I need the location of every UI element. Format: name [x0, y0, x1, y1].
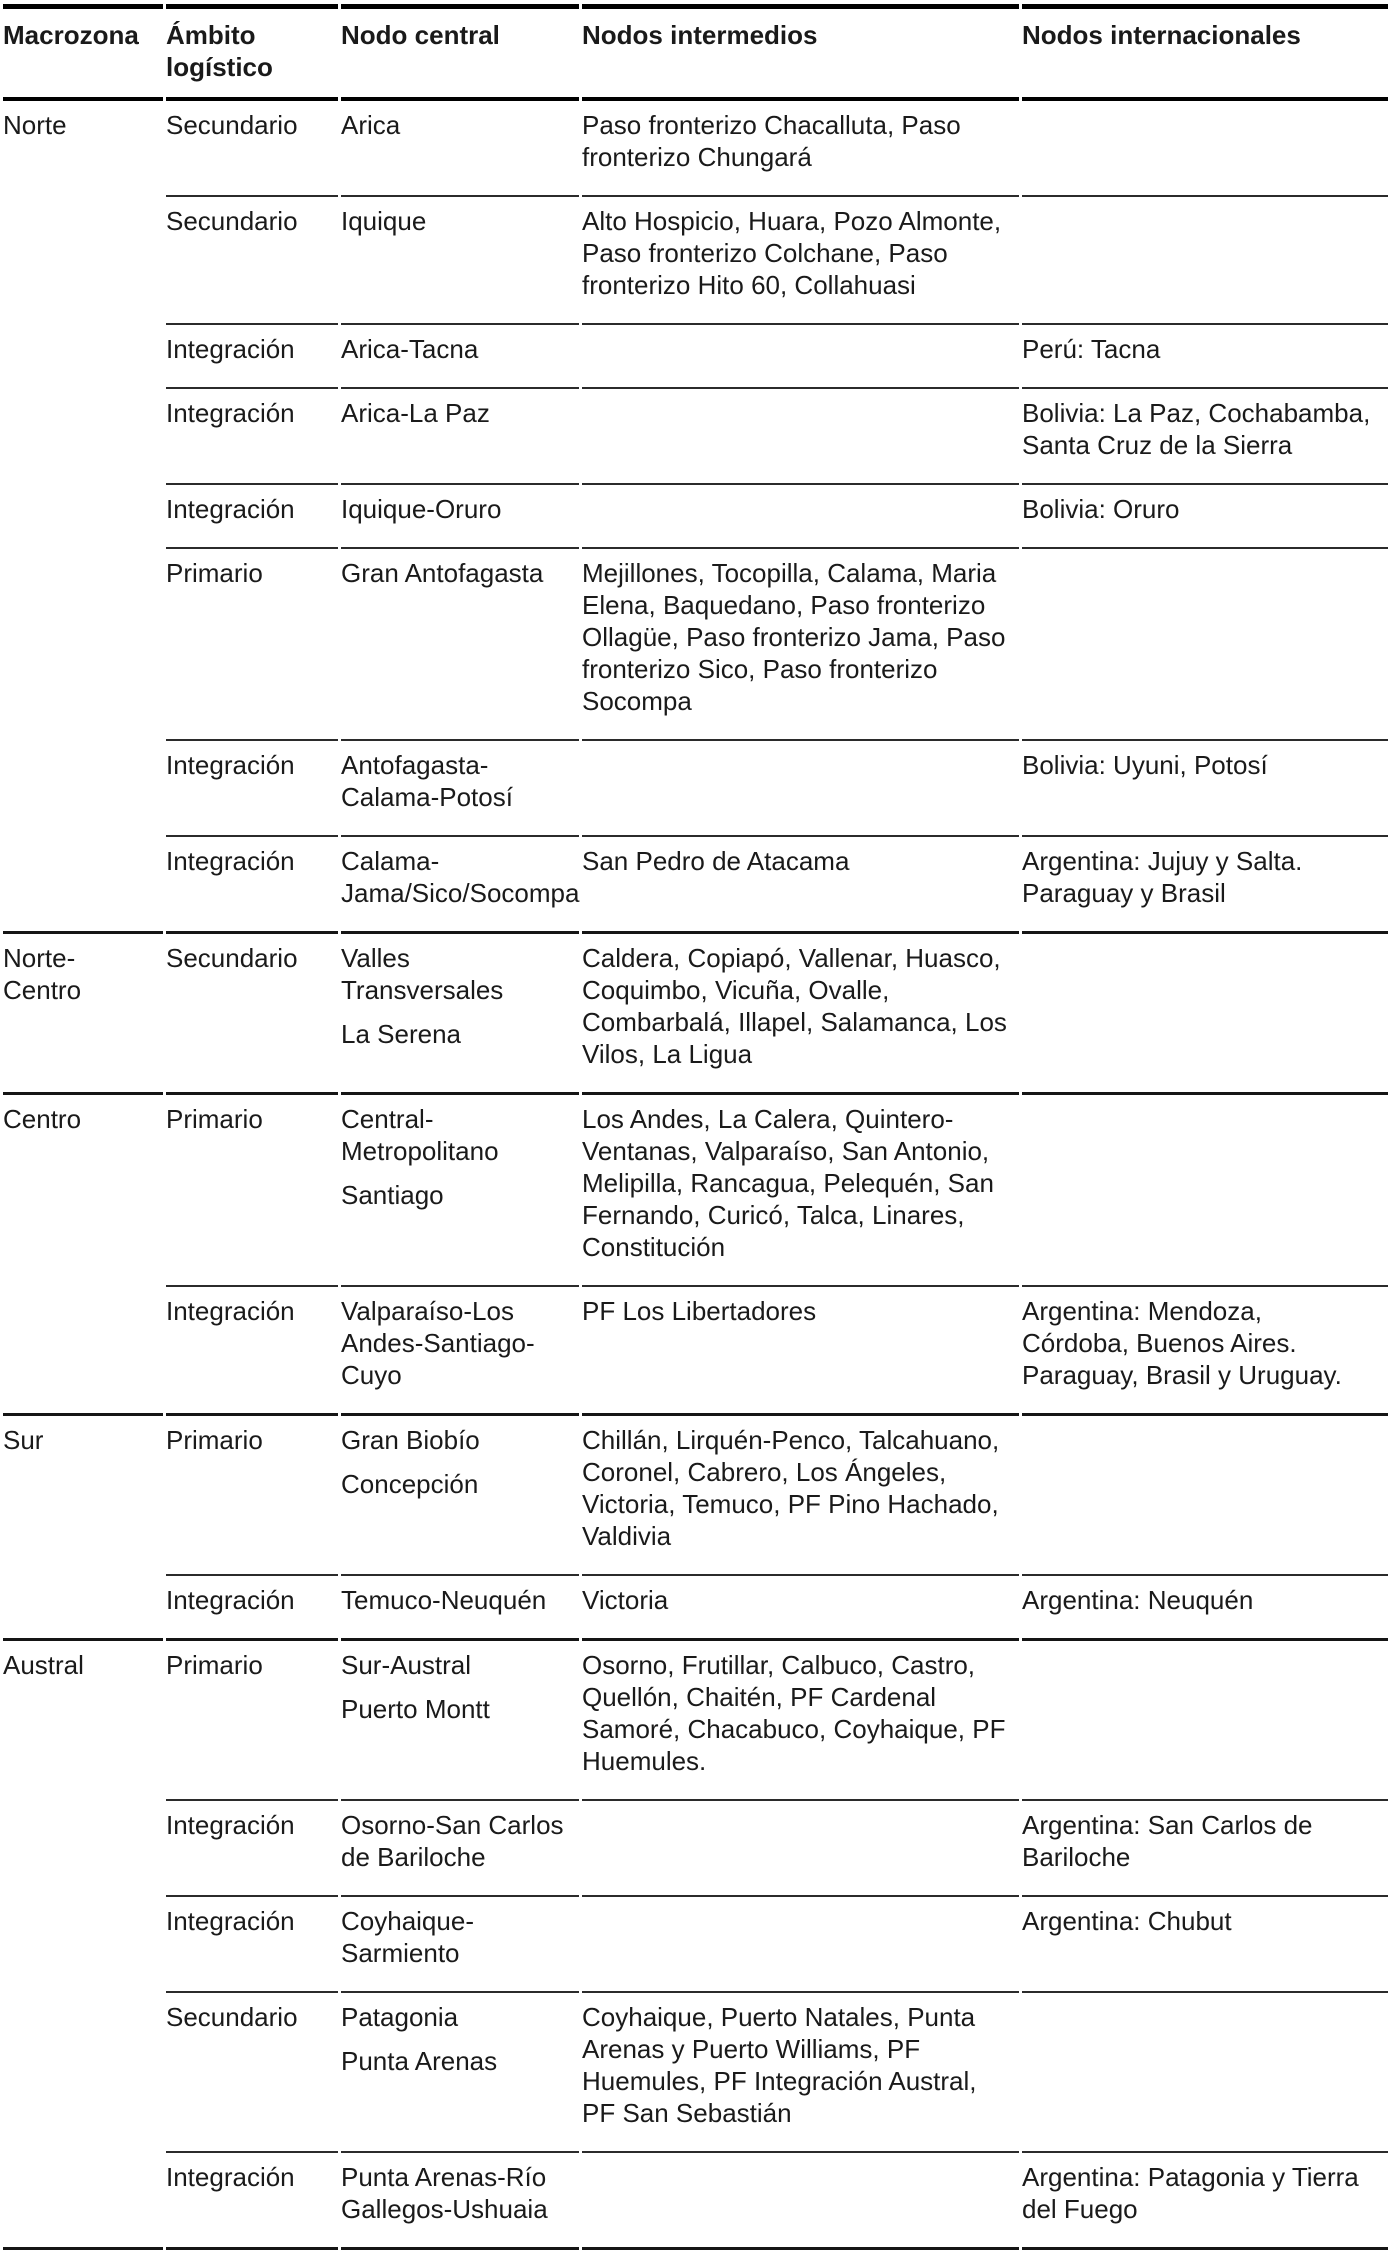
- cell-nodos-internacionales: Bolivia: Uyuni, Potosí: [1022, 739, 1388, 835]
- cell-nodos-internacionales: [1022, 1092, 1388, 1285]
- cell-nodo-central: [341, 2151, 579, 2250]
- cell-ambito-logistico: Integración: [166, 739, 338, 835]
- cell-ambito-logistico: Integración: [166, 1895, 338, 1991]
- cell-nodos-internacionales: Bolivia: Oruro: [1022, 483, 1388, 547]
- cell-ambito-logistico: Integración: [166, 835, 338, 931]
- cell-ambito-logistico: Integración: [166, 483, 338, 547]
- table-row: [3, 1991, 1388, 2151]
- table-header: [3, 4, 1388, 101]
- cell-nodo-central: [341, 1285, 579, 1413]
- cell-nodo-central: [341, 547, 579, 739]
- cell-nodos-intermedios: Osorno, Frutillar, Calbuco, Castro, Quellón, Chaitén, PF Cardenal Samoré, Chacabuco, Coyhaique, PF Huemules.: [582, 1638, 1019, 1799]
- cell-nodo-central: [341, 1991, 579, 2151]
- cell-nodo-central: [341, 1092, 579, 1285]
- cell-nodos-intermedios: Victoria: [582, 1574, 1019, 1638]
- nodo-central-entry: Osorno-San Carlos de Bariloche: [341, 1810, 564, 1872]
- cell-ambito-logistico: Integración: [166, 387, 338, 483]
- cell-nodo-central: [341, 739, 579, 835]
- table-row: [3, 101, 1388, 195]
- cell-nodos-internacionales: [1022, 547, 1388, 739]
- cell-nodos-internacionales: [1022, 1413, 1388, 1574]
- nodo-central-entry: Valles Transversales: [341, 943, 504, 1005]
- cell-nodo-central: [341, 1574, 579, 1638]
- cell-nodos-internacionales: Perú: Tacna: [1022, 323, 1388, 387]
- cell-nodo-central: [341, 931, 579, 1092]
- table-row: [3, 323, 1388, 387]
- cell-nodos-internacionales: [1022, 195, 1388, 323]
- nodo-central-entry: Temuco-Neuquén: [341, 1585, 547, 1615]
- nodo-central-entry: Puerto Montt: [341, 1694, 490, 1724]
- table-row: [3, 1574, 1388, 1638]
- table-row: [3, 739, 1388, 835]
- table-row: [3, 1413, 1388, 1574]
- nodo-central-entry: Central-Metropolitano: [341, 1104, 499, 1166]
- column-header-macrozona: Macrozona: [3, 4, 163, 101]
- nodo-central-entry: Calama-Jama/Sico/Socompa: [341, 846, 580, 908]
- cell-nodo-central: [341, 1413, 579, 1574]
- nodo-central-entry: Gran Biobío: [341, 1425, 480, 1455]
- column-header-nodos-intermedios: Nodos intermedios: [582, 4, 1019, 101]
- cell-nodos-intermedios: San Pedro de Atacama: [582, 835, 1019, 931]
- cell-nodos-intermedios: Alto Hospicio, Huara, Pozo Almonte, Paso fronterizo Colchane, Paso fronterizo Hito 60, Collahuasi: [582, 195, 1019, 323]
- cell-nodos-internacionales: Argentina: San Carlos de Bariloche: [1022, 1799, 1388, 1895]
- nodo-central-entry: Iquique-Oruro: [341, 494, 502, 524]
- nodo-central-entry: Punta Arenas: [341, 2046, 498, 2076]
- table-row: [3, 1895, 1388, 1991]
- cell-ambito-logistico: Integración: [166, 1574, 338, 1638]
- table: [0, 4, 1391, 2250]
- cell-ambito-logistico: Primario: [166, 1413, 338, 1574]
- nodo-central-entry: Sur-Austral: [341, 1650, 472, 1680]
- table-row: [3, 1092, 1388, 1285]
- nodo-central-entry: Valparaíso-Los Andes-Santiago-Cuyo: [341, 1296, 535, 1390]
- cell-nodos-intermedios: Paso fronterizo Chacalluta, Paso fronterizo Chungará: [582, 110, 961, 172]
- cell-nodos-intermedios: [582, 1895, 1019, 1991]
- table-row: [3, 195, 1388, 323]
- cell-nodos-internacionales: [1022, 101, 1388, 195]
- cell-nodo-central: [341, 195, 579, 323]
- cell-nodos-internacionales: [1022, 931, 1388, 1092]
- cell-ambito-logistico: Secundario: [166, 110, 298, 140]
- cell-macrozona: Centro: [3, 1092, 163, 1413]
- cell-macrozona: Norte: [3, 110, 67, 140]
- cell-nodos-intermedios: [582, 483, 1019, 547]
- table-row: [3, 1285, 1388, 1413]
- header-row: [3, 4, 1388, 101]
- table-row: [3, 1638, 1388, 1799]
- nodo-central-entry: Punta Arenas-Río Gallegos-Ushuaia: [341, 2162, 548, 2224]
- cell-nodos-internacionales: Argentina: Chubut: [1022, 1895, 1388, 1991]
- cell-nodos-intermedios: [582, 1799, 1019, 1895]
- table-body: [3, 101, 1388, 2250]
- nodo-central-entry: Santiago: [341, 1180, 444, 1210]
- cell-nodo-central: [341, 835, 579, 931]
- cell-macrozona: Austral: [3, 1638, 163, 2250]
- nodo-central-entry: Patagonia: [341, 2002, 459, 2032]
- cell-ambito-logistico: Secundario: [166, 931, 338, 1092]
- cell-nodos-internacionales: Bolivia: La Paz, Cochabamba, Santa Cruz de la Sierra: [1022, 387, 1388, 483]
- cell-ambito-logistico: Integración: [166, 1285, 338, 1413]
- cell-nodos-intermedios: Mejillones, Tocopilla, Calama, Maria Elena, Baquedano, Paso fronterizo Ollagüe, Paso fronterizo Jama, Paso fronterizo Sico, Paso fronterizo Socompa: [582, 547, 1019, 739]
- column-header-nodos-internacionales: Nodos internacionales: [1022, 4, 1388, 101]
- cell-ambito-logistico: Primario: [166, 1092, 338, 1285]
- cell-nodos-intermedios: Caldera, Copiapó, Vallenar, Huasco, Coquimbo, Vicuña, Ovalle, Combarbalá, Illapel, Salamanca, Los Vilos, La Ligua: [582, 931, 1019, 1092]
- column-header-ambito-logistico: Ámbito logístico: [166, 4, 338, 101]
- cell-nodo-central: [341, 1799, 579, 1895]
- cell-ambito-logistico: Integración: [166, 2151, 338, 2250]
- cell-nodos-intermedios: Los Andes, La Calera, Quintero-Ventanas, Valparaíso, San Antonio, Melipilla, Rancagua, Pelequén, San Fernando, Curicó, Talca, Linares, Constitución: [582, 1092, 1019, 1285]
- cell-nodos-intermedios: [582, 2151, 1019, 2250]
- cell-nodos-internacionales: [1022, 1991, 1388, 2151]
- nodo-central-entry: Antofagasta-Calama-Potosí: [341, 750, 513, 812]
- cell-nodos-intermedios: [582, 323, 1019, 387]
- table-row: [3, 483, 1388, 547]
- cell-nodos-intermedios: Coyhaique, Puerto Natales, Punta Arenas y Puerto Williams, PF Huemules, PF Integración Austral, PF San Sebastián: [582, 1991, 1019, 2151]
- nodo-central-entry: Gran Antofagasta: [341, 558, 544, 588]
- cell-macrozona: Norte-Centro: [3, 931, 163, 1092]
- cell-ambito-logistico: Secundario: [166, 195, 338, 323]
- cell-nodos-internacionales: [1022, 1638, 1388, 1799]
- cell-nodos-intermedios: PF Los Libertadores: [582, 1285, 1019, 1413]
- cell-macrozona: Sur: [3, 1413, 163, 1638]
- table-row: [3, 2151, 1388, 2250]
- cell-nodo-central: [341, 1895, 579, 1991]
- cell-nodos-intermedios: [582, 387, 1019, 483]
- nodo-central-entry: Arica-La Paz: [341, 398, 490, 428]
- cell-nodos-internacionales: Argentina: Neuquén: [1022, 1574, 1388, 1638]
- cell-ambito-logistico: Primario: [166, 1638, 338, 1799]
- table-row: [3, 835, 1388, 931]
- cell-nodo-central: [341, 323, 579, 387]
- nodo-central-entry: Arica: [341, 110, 401, 140]
- cell-ambito-logistico: Integración: [166, 323, 338, 387]
- cell-nodo-central: [341, 101, 579, 195]
- cell-ambito-logistico: Primario: [166, 547, 338, 739]
- cell-ambito-logistico: Integración: [166, 1799, 338, 1895]
- cell-nodos-internacionales: Argentina: Mendoza, Córdoba, Buenos Aires. Paraguay, Brasil y Uruguay.: [1022, 1285, 1388, 1413]
- cell-nodos-intermedios: Chillán, Lirquén-Penco, Talcahuano, Coronel, Cabrero, Los Ángeles, Victoria, Temuco, PF Pino Hachado, Valdivia: [582, 1413, 1019, 1574]
- cell-nodos-internacionales: Argentina: Jujuy y Salta. Paraguay y Brasil: [1022, 835, 1388, 931]
- cell-nodo-central: [341, 483, 579, 547]
- table-row: [3, 931, 1388, 1092]
- table-row: [3, 547, 1388, 739]
- cell-nodos-internacionales: Argentina: Patagonia y Tierra del Fuego: [1022, 2151, 1388, 2250]
- nodo-central-entry: Arica-Tacna: [341, 334, 479, 364]
- cell-nodo-central: [341, 387, 579, 483]
- nodo-central-entry: Coyhaique-Sarmiento: [341, 1906, 474, 1968]
- cell-nodo-central: [341, 1638, 579, 1799]
- logistics-nodes-table: [0, 4, 1391, 2250]
- nodo-central-entry: Concepción: [341, 1469, 479, 1499]
- nodo-central-entry: La Serena: [341, 1019, 461, 1049]
- column-header-nodo-central: Nodo central: [341, 4, 579, 101]
- cell-ambito-logistico: Secundario: [166, 1991, 338, 2151]
- table-row: [3, 1799, 1388, 1895]
- cell-nodos-intermedios: [582, 739, 1019, 835]
- table-row: [3, 387, 1388, 483]
- nodo-central-entry: Iquique: [341, 206, 427, 236]
